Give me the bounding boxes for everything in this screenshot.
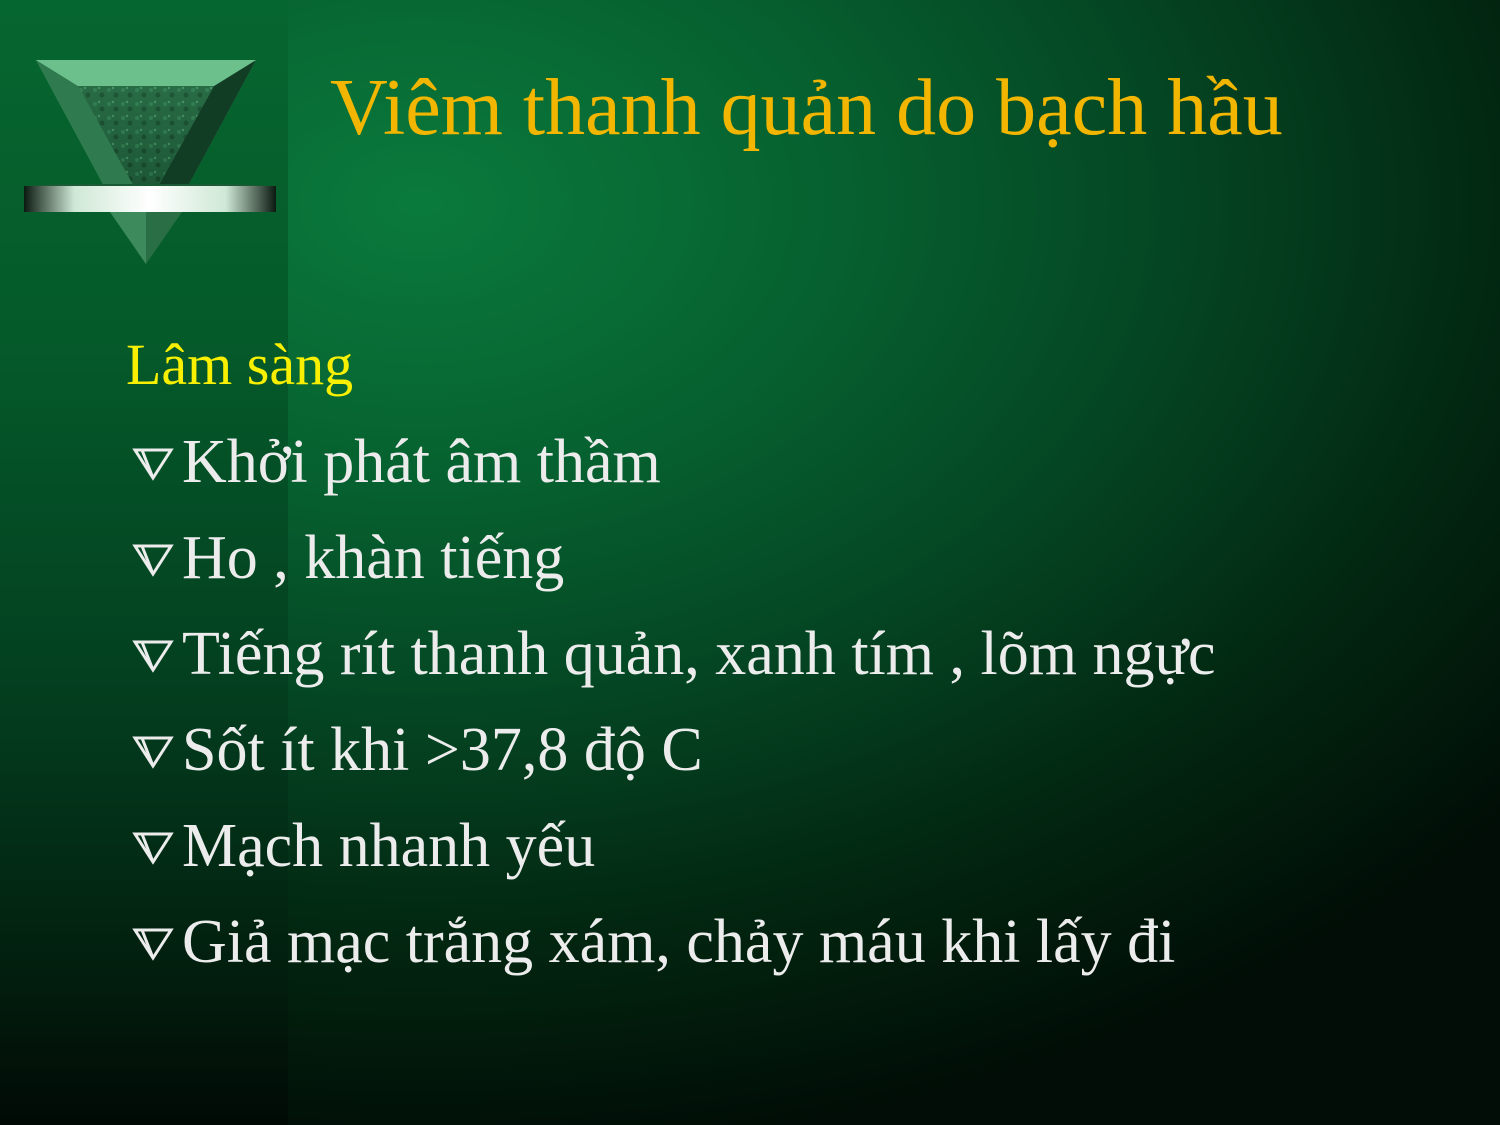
bullet-text: Ho , khàn tiếng: [182, 524, 565, 592]
section-heading: Lâm sàng: [126, 332, 354, 397]
bullet-text: Giả mạc trắng xám, chảy máu khi lấy đi: [182, 908, 1176, 976]
bullet-item: [132, 894, 1216, 990]
bullet-item: [132, 606, 1216, 702]
bullet-text: Tiếng rít thanh quản, xanh tím , lõm ngực: [182, 620, 1216, 688]
triangle-bullet-icon: [132, 634, 176, 674]
triangle-bullet-icon: [132, 730, 176, 770]
bullet-text: Mạch nhanh yếu: [182, 812, 596, 880]
triangle-bullet-icon: [132, 922, 176, 962]
bullet-list: [132, 414, 1216, 990]
bullet-text: Khởi phát âm thầm: [182, 428, 661, 496]
bullet-item: [132, 798, 1216, 894]
bullet-item: [132, 702, 1216, 798]
slide-title: Viêm thanh quản do bạch hầu: [330, 64, 1283, 152]
bullet-text: Sốt ít khi >37,8 độ C: [182, 716, 703, 784]
bullet-item: [132, 414, 1216, 510]
triangle-bullet-icon: [132, 538, 176, 578]
inverted-triangle-logo-icon: [22, 58, 278, 268]
triangle-bullet-icon: [132, 826, 176, 866]
bullet-item: [132, 510, 1216, 606]
triangle-bullet-icon: [132, 442, 176, 482]
